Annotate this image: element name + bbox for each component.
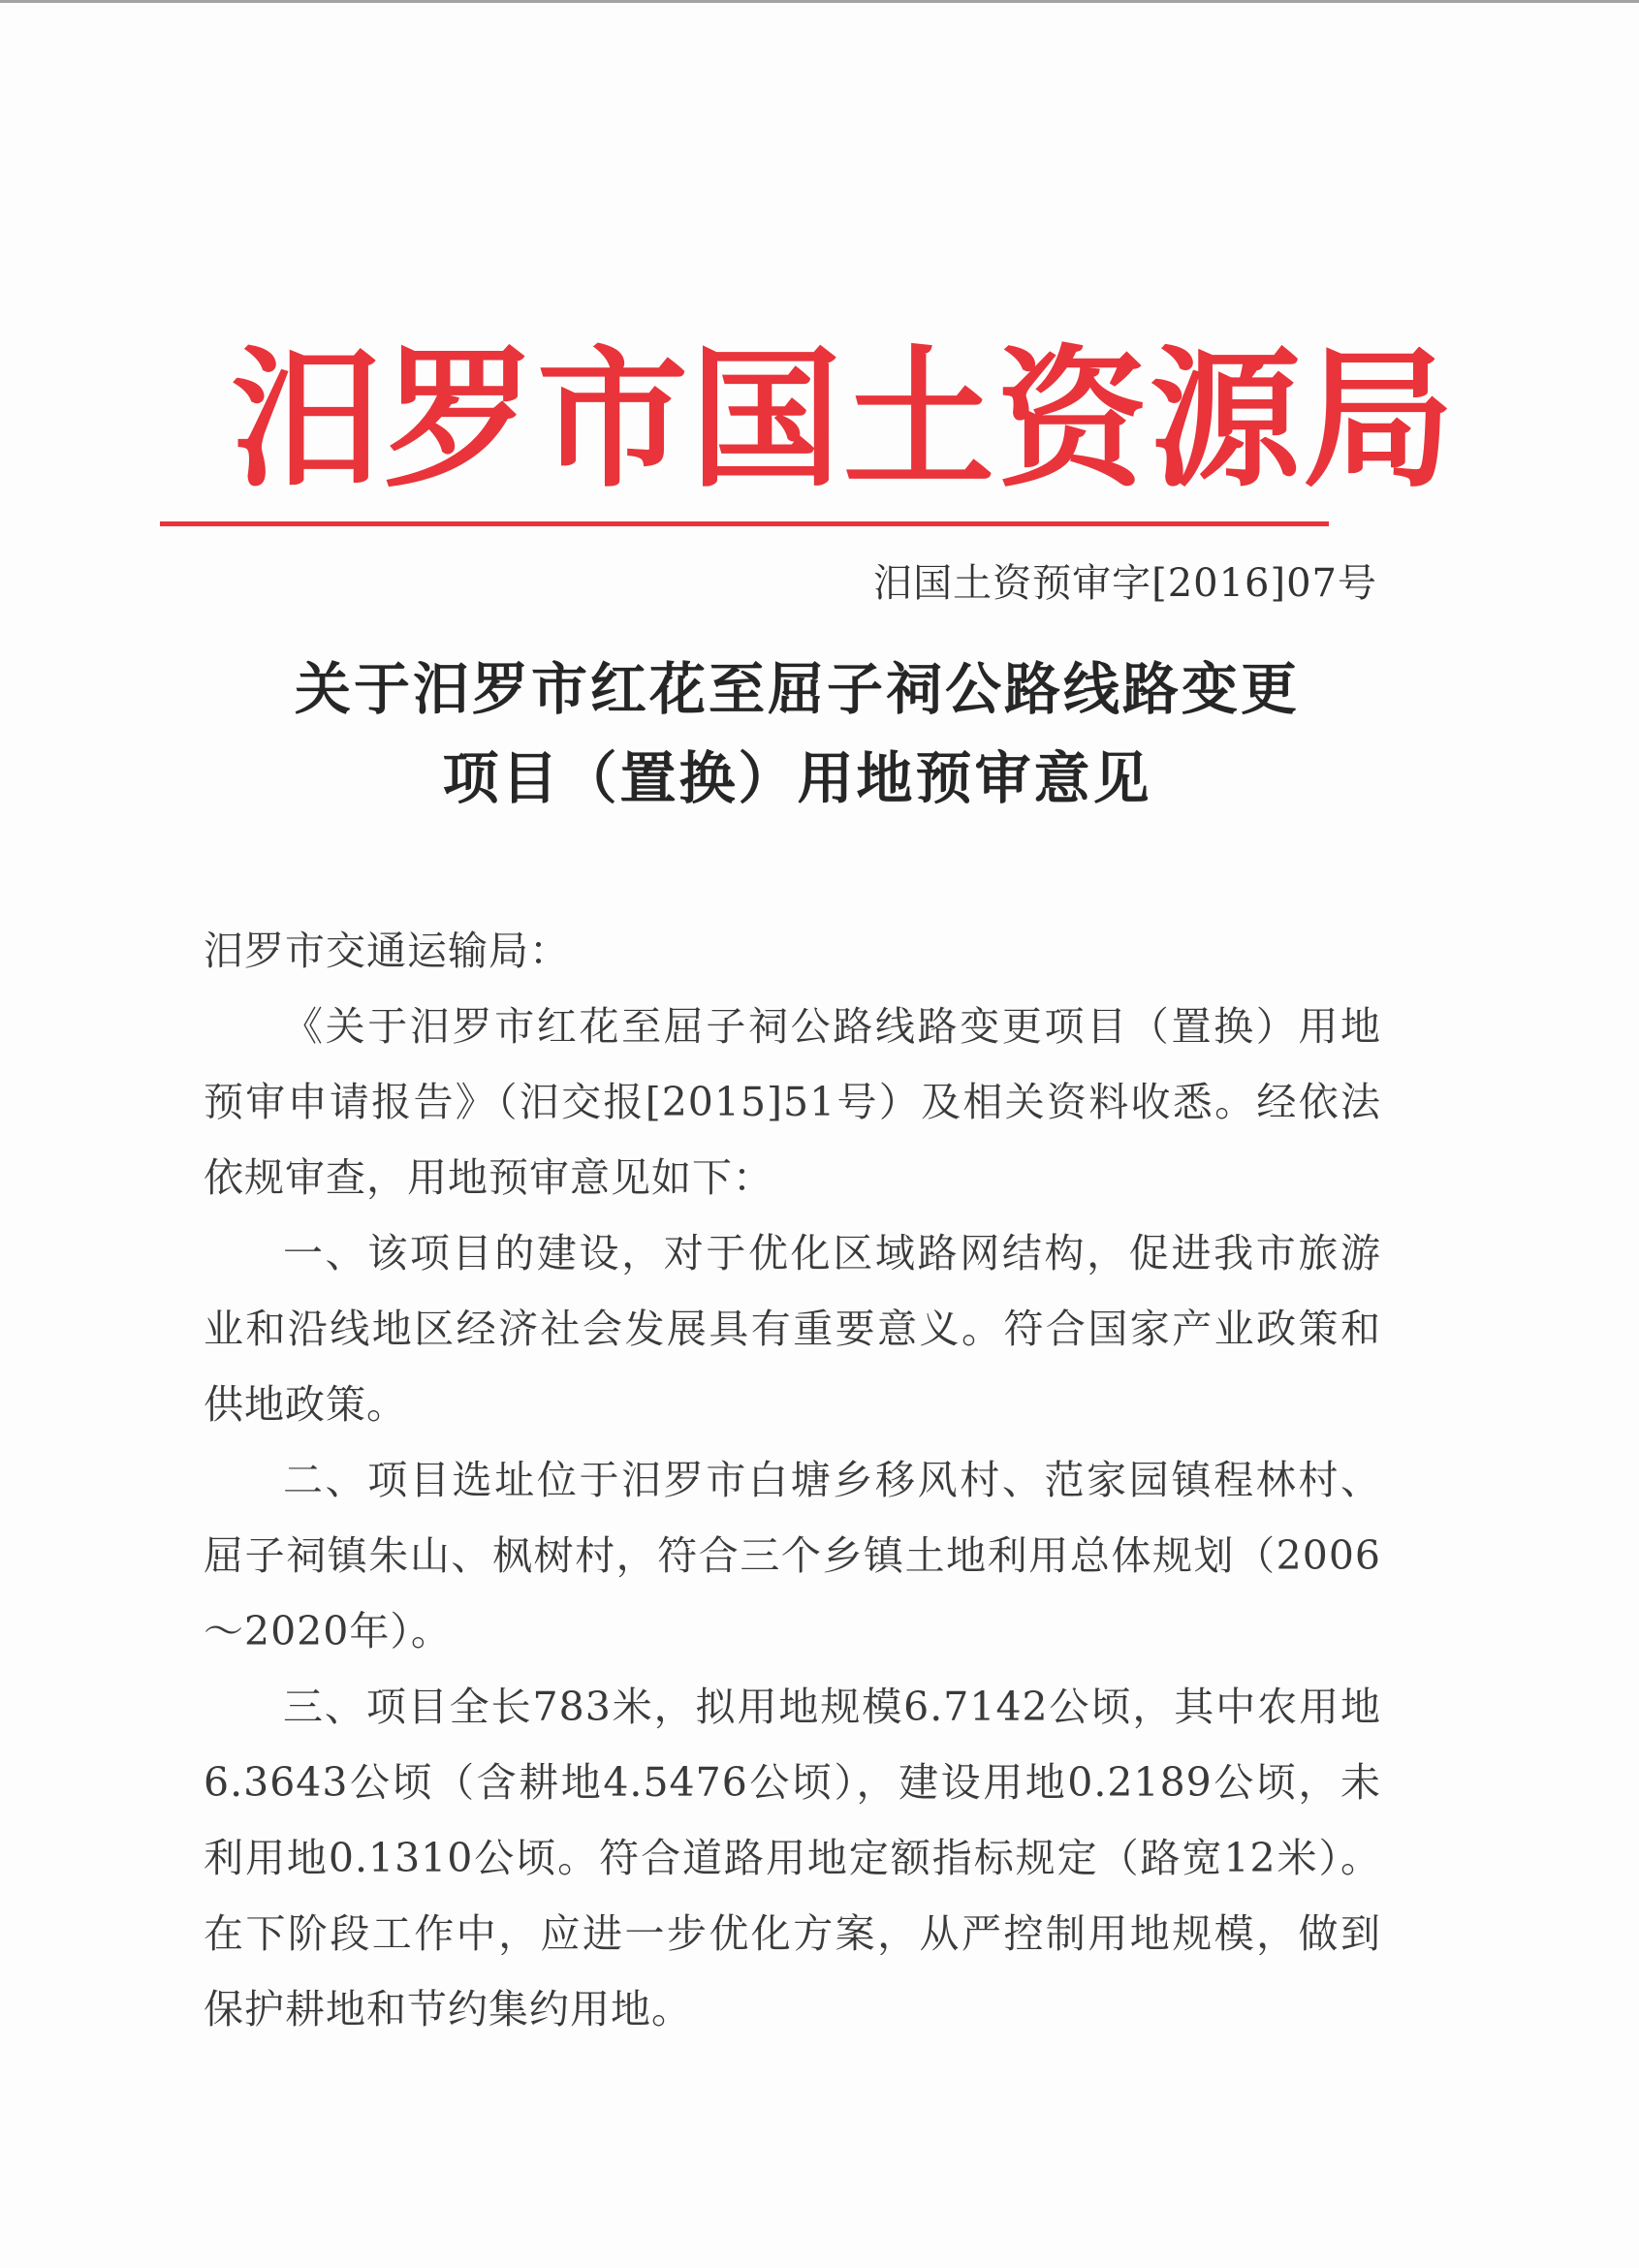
paragraph-intro: 《关于汨罗市红花至屈子祠公路线路变更项目（置换）用地预审申请报告》（汨交报[2015]51号）及相关资料收悉。经依法依规审查，用地预审意见如下： <box>204 1003 1381 1201</box>
paragraph-item-3: 三、项目全长783米，拟用地规模6.7142公顷，其中农用地6.3643公顷（含耕地4.5476公顷），建设用地0.2189公顷，未利用地0.1310公顷。符合道路用地定额指标规定（路宽12米）。在下阶段工作中，应进一步优化方案，从严控制用地规模，做到保护耕地和节约集约用地。 <box>204 1684 1381 2032</box>
scan-edge <box>0 0 1639 3</box>
document-number: 汨国土资预审字[2016]07号 <box>873 561 1377 606</box>
letterhead-rule <box>160 521 1329 526</box>
paragraph-item-2: 二、项目选址位于汨罗市白塘乡移风村、范家园镇程林村、屈子祠镇朱山、枫树村，符合三个乡镇土地利用总体规划（2006～2020年）。 <box>204 1457 1381 1654</box>
document-title-line2: 项目（置换）用地预审意见 <box>442 745 1152 811</box>
body-paragraphs <box>204 989 1381 2047</box>
document-title-line1: 关于汨罗市红花至屈子祠公路线路变更 <box>294 656 1300 722</box>
paragraph-item-1: 一、该项目的建设，对于优化区域路网结构，促进我市旅游业和沿线地区经济社会发展具有重要意义。符合国家产业政策和供地政策。 <box>204 1230 1381 1428</box>
salutation: 汨罗市交通运输局： <box>204 928 570 974</box>
letterhead-title: 汨罗市国土资源局 <box>231 331 1456 508</box>
